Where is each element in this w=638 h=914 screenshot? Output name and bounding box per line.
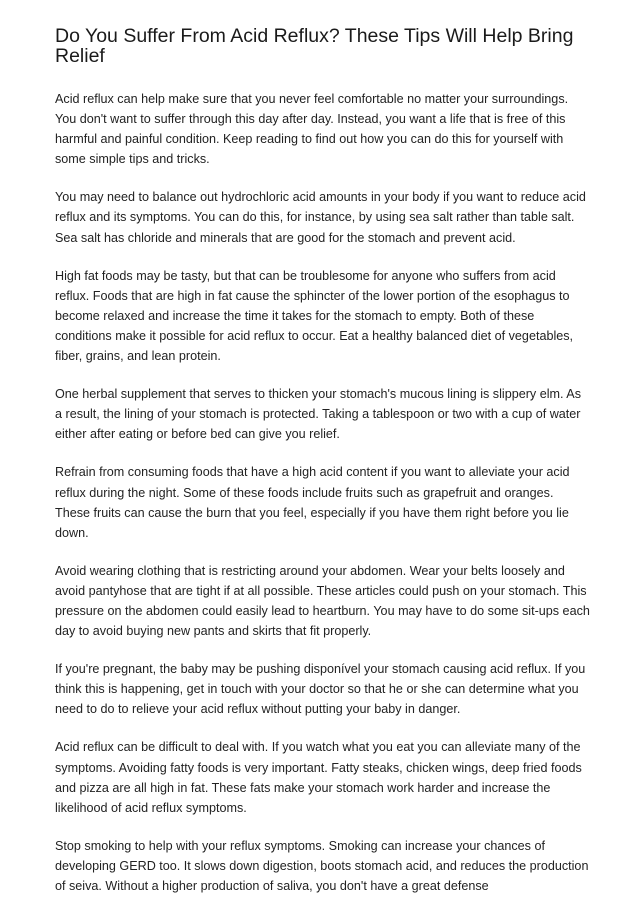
paragraph-clothing: Avoid wearing clothing that is restricting around your abdomen. Wear your belts loosely and avoid pantyhose that are tight if at all possible. These articles could push on your stomach. This pressure on the abdomen could easily lead to heartburn. You may have to do some sit-ups each day to avoid buying new pants and skirts that fit properly. <box>55 563 590 639</box>
paragraph-slippery-elm: One herbal supplement that serves to thicken your stomach's mucous lining is slippery elm. As a result, the lining of your stomach is protected. Taking a tablespoon or two with a cup of water either after eating or before bed can give you relief. <box>55 387 581 442</box>
document-page <box>55 26 590 914</box>
paragraph-hydrochloric-acid: You may need to balance out hydrochloric acid amounts in your body if you want to reduce acid reflux and its symptoms. You can do this, for instance, by using sea salt rather than table salt. Sea salt has chloride and minerals that are good for the stomach and prevent acid. <box>55 190 586 245</box>
paragraph-intro: Acid reflux can help make sure that you never feel comfortable no matter your surroundings. You don't want to suffer through this day after day. Instead, you want a life that is free of this harmful and painful condition. Keep reading to find out how you can do this for yourself with some simple tips and tricks. <box>55 92 569 167</box>
paragraph-acidic-foods: Refrain from consuming foods that have a high acid content if you want to alleviate your acid reflux during the night. Some of these foods include fruits such as grapefruit and oranges. These fruits can cause the burn that you feel, especially if you have them right before you lie down. <box>55 465 570 540</box>
paragraph-smoking: Stop smoking to help with your reflux symptoms. Smoking can increase your chances of developing GERD too. It slows down digestion, boots stomach acid, and reduces the production of seiva. Without a higher production of saliva, you don't have a great defense <box>55 838 589 893</box>
paragraph-pregnancy: If you're pregnant, the baby may be pushing disponível your stomach causing acid reflux. If you think this is happening, get in touch with your doctor so that he or she can determine what you need to do to relieve your acid reflux without putting your baby in danger. <box>55 662 586 717</box>
paragraph-fatty-foods: Acid reflux can be difficult to deal with. If you watch what you eat you can alleviate many of the symptoms. Avoiding fatty foods is very important. Fatty steaks, chicken wings, deep fried foods and pizza are all high in fat. These fats make your stomach work harder and increase the likelihood of acid reflux symptoms. <box>55 740 582 815</box>
document-title: Do You Suffer From Acid Reflux? These Tips Will Help Bring Relief <box>55 25 574 67</box>
paragraph-high-fat-foods: High fat foods may be tasty, but that can be troublesome for anyone who suffers from acid reflux. Foods that are high in fat cause the sphincter of the lower portion of the esophagus to become relaxed and increase the time it takes for the stomach to empty. Both of these conditions make it possible for acid reflux to occur. Eat a healthy balanced diet of vegetables, fiber, grains, and lean protein. <box>55 268 574 364</box>
